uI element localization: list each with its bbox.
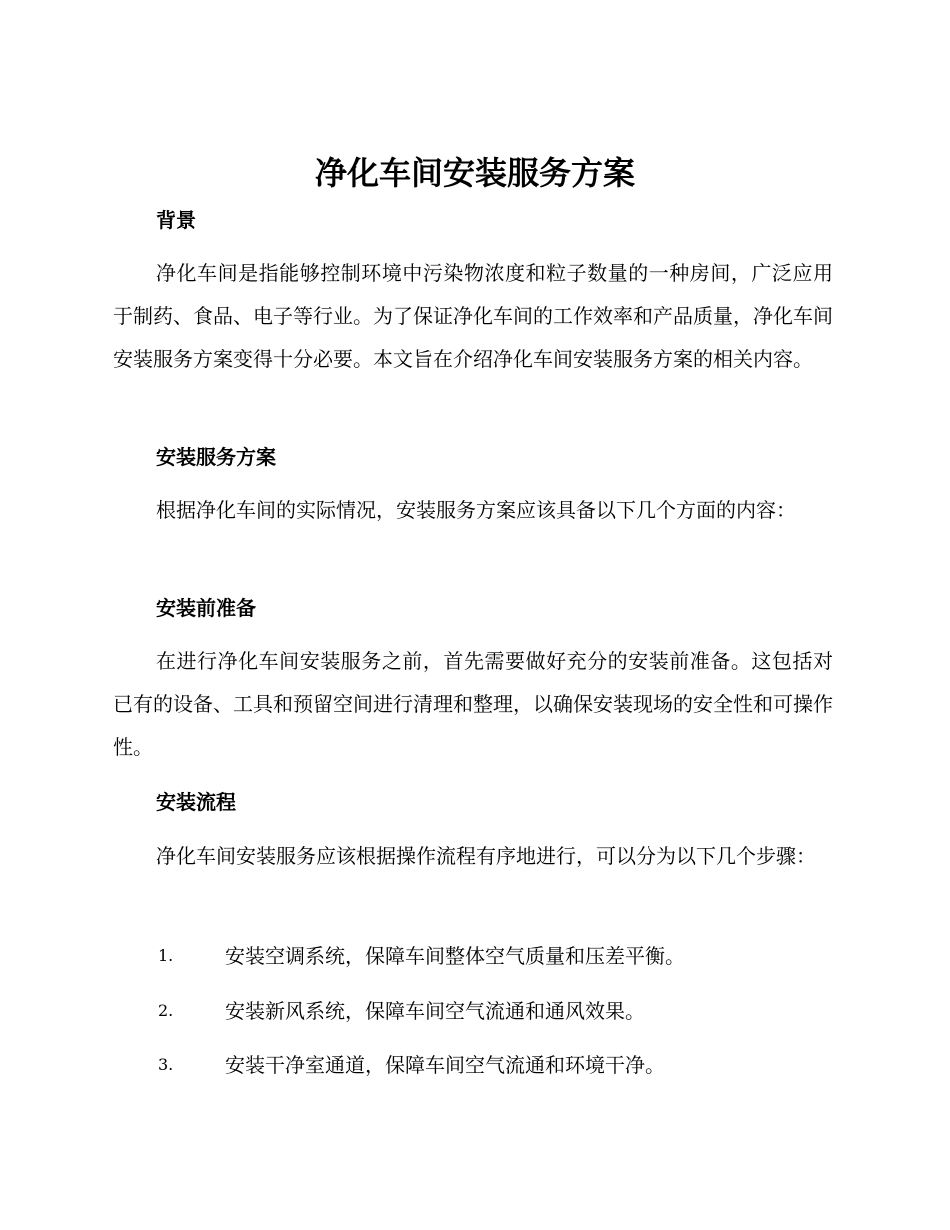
list-text: 安装新风系统，保障车间空气流通和通风效果。 (225, 999, 645, 1023)
list-text: 安装空调系统，保障车间整体空气质量和压差平衡。 (225, 944, 685, 968)
section-heading-preparation: 安装前准备 (156, 596, 256, 620)
list-number: 1. (158, 946, 174, 965)
section-paragraph-preparation: 在进行净化车间安装服务之前，首先需要做好充分的安装前准备。这包括对已有的设备、工具和预留空间进行清理和整理，以确保安装现场的安全性和可操作性。 (113, 649, 833, 759)
list-number: 2. (158, 1001, 174, 1020)
section-heading-process: 安装流程 (156, 790, 236, 814)
section-paragraph-install-plan: 根据净化车间的实际情况，安装服务方案应该具备以下几个方面的内容： (156, 498, 796, 522)
list-number: 3. (158, 1055, 174, 1074)
section-heading-install-plan: 安装服务方案 (156, 445, 276, 469)
section-paragraph-process: 净化车间安装服务应该根据操作流程有序地进行，可以分为以下几个步骤： (156, 844, 816, 868)
list-text: 安装干净室通道，保障车间空气流通和环境干净。 (225, 1053, 665, 1077)
list-item-step-2 (158, 996, 838, 1026)
section-heading-background: 背景 (156, 208, 196, 232)
list-item-step-1 (158, 941, 838, 971)
list-item-step-3 (158, 1050, 838, 1080)
section-paragraph-background: 净化车间是指能够控制环境中污染物浓度和粒子数量的一种房间，广泛应用于制药、食品、电子等行业。为了保证净化车间的工作效率和产品质量，净化车间安装服务方案变得十分必要。本文旨在介绍净化车间安装服务方案的相关内容。 (113, 261, 833, 371)
document-title: 净化车间安装服务方案 (314, 154, 635, 192)
